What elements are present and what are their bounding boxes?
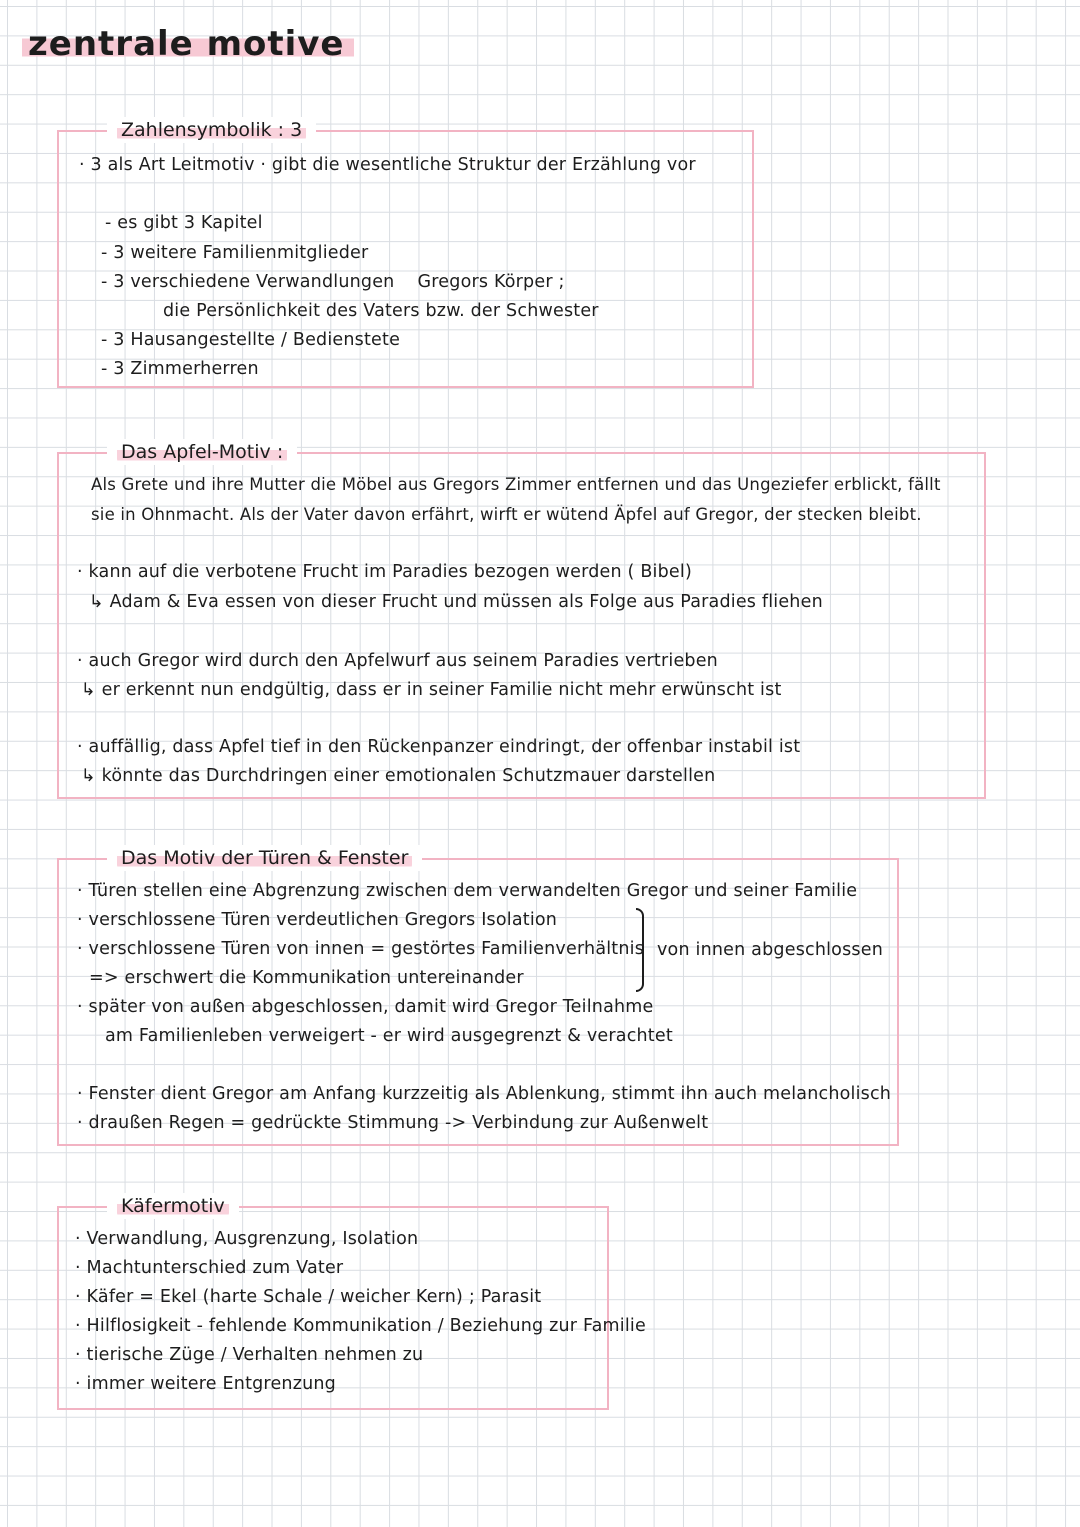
text-line: sie in Ohnmacht. Als der Vater davon erfährt, wirft er wütend Äpfel auf Gregor, der stecken bleibt. <box>91 505 922 524</box>
list-item: · auch Gregor wird durch den Apfelwurf aus seinem Paradies vertrieben <box>77 651 718 671</box>
section-tueren-fenster <box>57 847 899 1146</box>
list-item: · Machtunterschied zum Vater <box>75 1258 344 1278</box>
list-item: · später von außen abgeschlossen, damit wird Gregor Teilnahme <box>77 997 654 1017</box>
list-item: · Hilflosigkeit - fehlende Kommunikation / Beziehung zur Familie <box>75 1316 646 1336</box>
list-item: ↳ Adam & Eva essen von dieser Frucht und müssen als Folge aus Paradies fliehen <box>89 592 823 612</box>
list-item: · Türen stellen eine Abgrenzung zwischen dem verwandelten Gregor und seiner Familie <box>77 881 858 901</box>
brace-label: von innen abgeschlossen <box>657 940 883 960</box>
section-title: Das Apfel-Motiv : <box>107 439 297 465</box>
list-item: · Fenster dient Gregor am Anfang kurzzeitig als Ablenkung, stimmt ihn auch melancholisch <box>77 1084 892 1104</box>
section-kaefermotiv <box>57 1195 646 1410</box>
list-item: · draußen Regen = gedrückte Stimmung -> Verbindung zur Außenwelt <box>77 1113 709 1133</box>
list-item: am Familienleben verweigert - er wird ausgegrenzt & verachtet <box>105 1026 673 1046</box>
list-item: · kann auf die verbotene Frucht im Paradies bezogen werden ( Bibel) <box>77 562 692 582</box>
section-title: Das Motiv der Türen & Fenster <box>107 845 422 871</box>
list-item: · verschlossene Türen verdeutlichen Gregors Isolation <box>77 910 558 930</box>
list-item: - 3 verschiedene Verwandlungen Gregors Körper ; <box>101 272 565 292</box>
list-item: die Persönlichkeit des Vaters bzw. der Schwester <box>163 301 599 321</box>
text-line: · 3 als Art Leitmotiv · gibt die wesentliche Struktur der Erzählung vor <box>79 155 696 175</box>
section-title: Käfermotiv <box>107 1193 239 1219</box>
brace <box>636 908 644 992</box>
section-apfel-motiv <box>57 441 986 799</box>
list-item: - es gibt 3 Kapitel <box>105 213 263 233</box>
list-item: - 3 Hausangestellte / Bedienstete <box>101 330 401 350</box>
list-item: · tierische Züge / Verhalten nehmen zu <box>75 1345 424 1365</box>
list-item: · Verwandlung, Ausgrenzung, Isolation <box>75 1229 419 1249</box>
list-item: => erschwert die Kommunikation untereinander <box>89 968 524 988</box>
list-item: - 3 Zimmerherren <box>101 359 259 379</box>
list-item: ↳ er erkennt nun endgültig, dass er in seiner Familie nicht mehr erwünscht ist <box>81 680 782 700</box>
section-zahlensymbolik <box>57 119 754 388</box>
list-item: - 3 weitere Familienmitglieder <box>101 243 369 263</box>
list-item: · immer weitere Entgrenzung <box>75 1374 336 1394</box>
section-title: Zahlensymbolik : 3 <box>107 117 316 143</box>
list-item: · auffällig, dass Apfel tief in den Rückenpanzer eindringt, der offenbar instabil ist <box>77 737 801 757</box>
page-title: zentrale motive <box>22 22 354 66</box>
text-line: Als Grete und ihre Mutter die Möbel aus Gregors Zimmer entfernen und das Ungeziefer erblickt, fällt <box>91 475 941 494</box>
list-item: · Käfer = Ekel (harte Schale / weicher Kern) ; Parasit <box>75 1287 542 1307</box>
list-item: · verschlossene Türen von innen = gestörtes Familienverhältnis <box>77 939 645 959</box>
list-item: ↳ könnte das Durchdringen einer emotionalen Schutzmauer darstellen <box>81 766 716 786</box>
